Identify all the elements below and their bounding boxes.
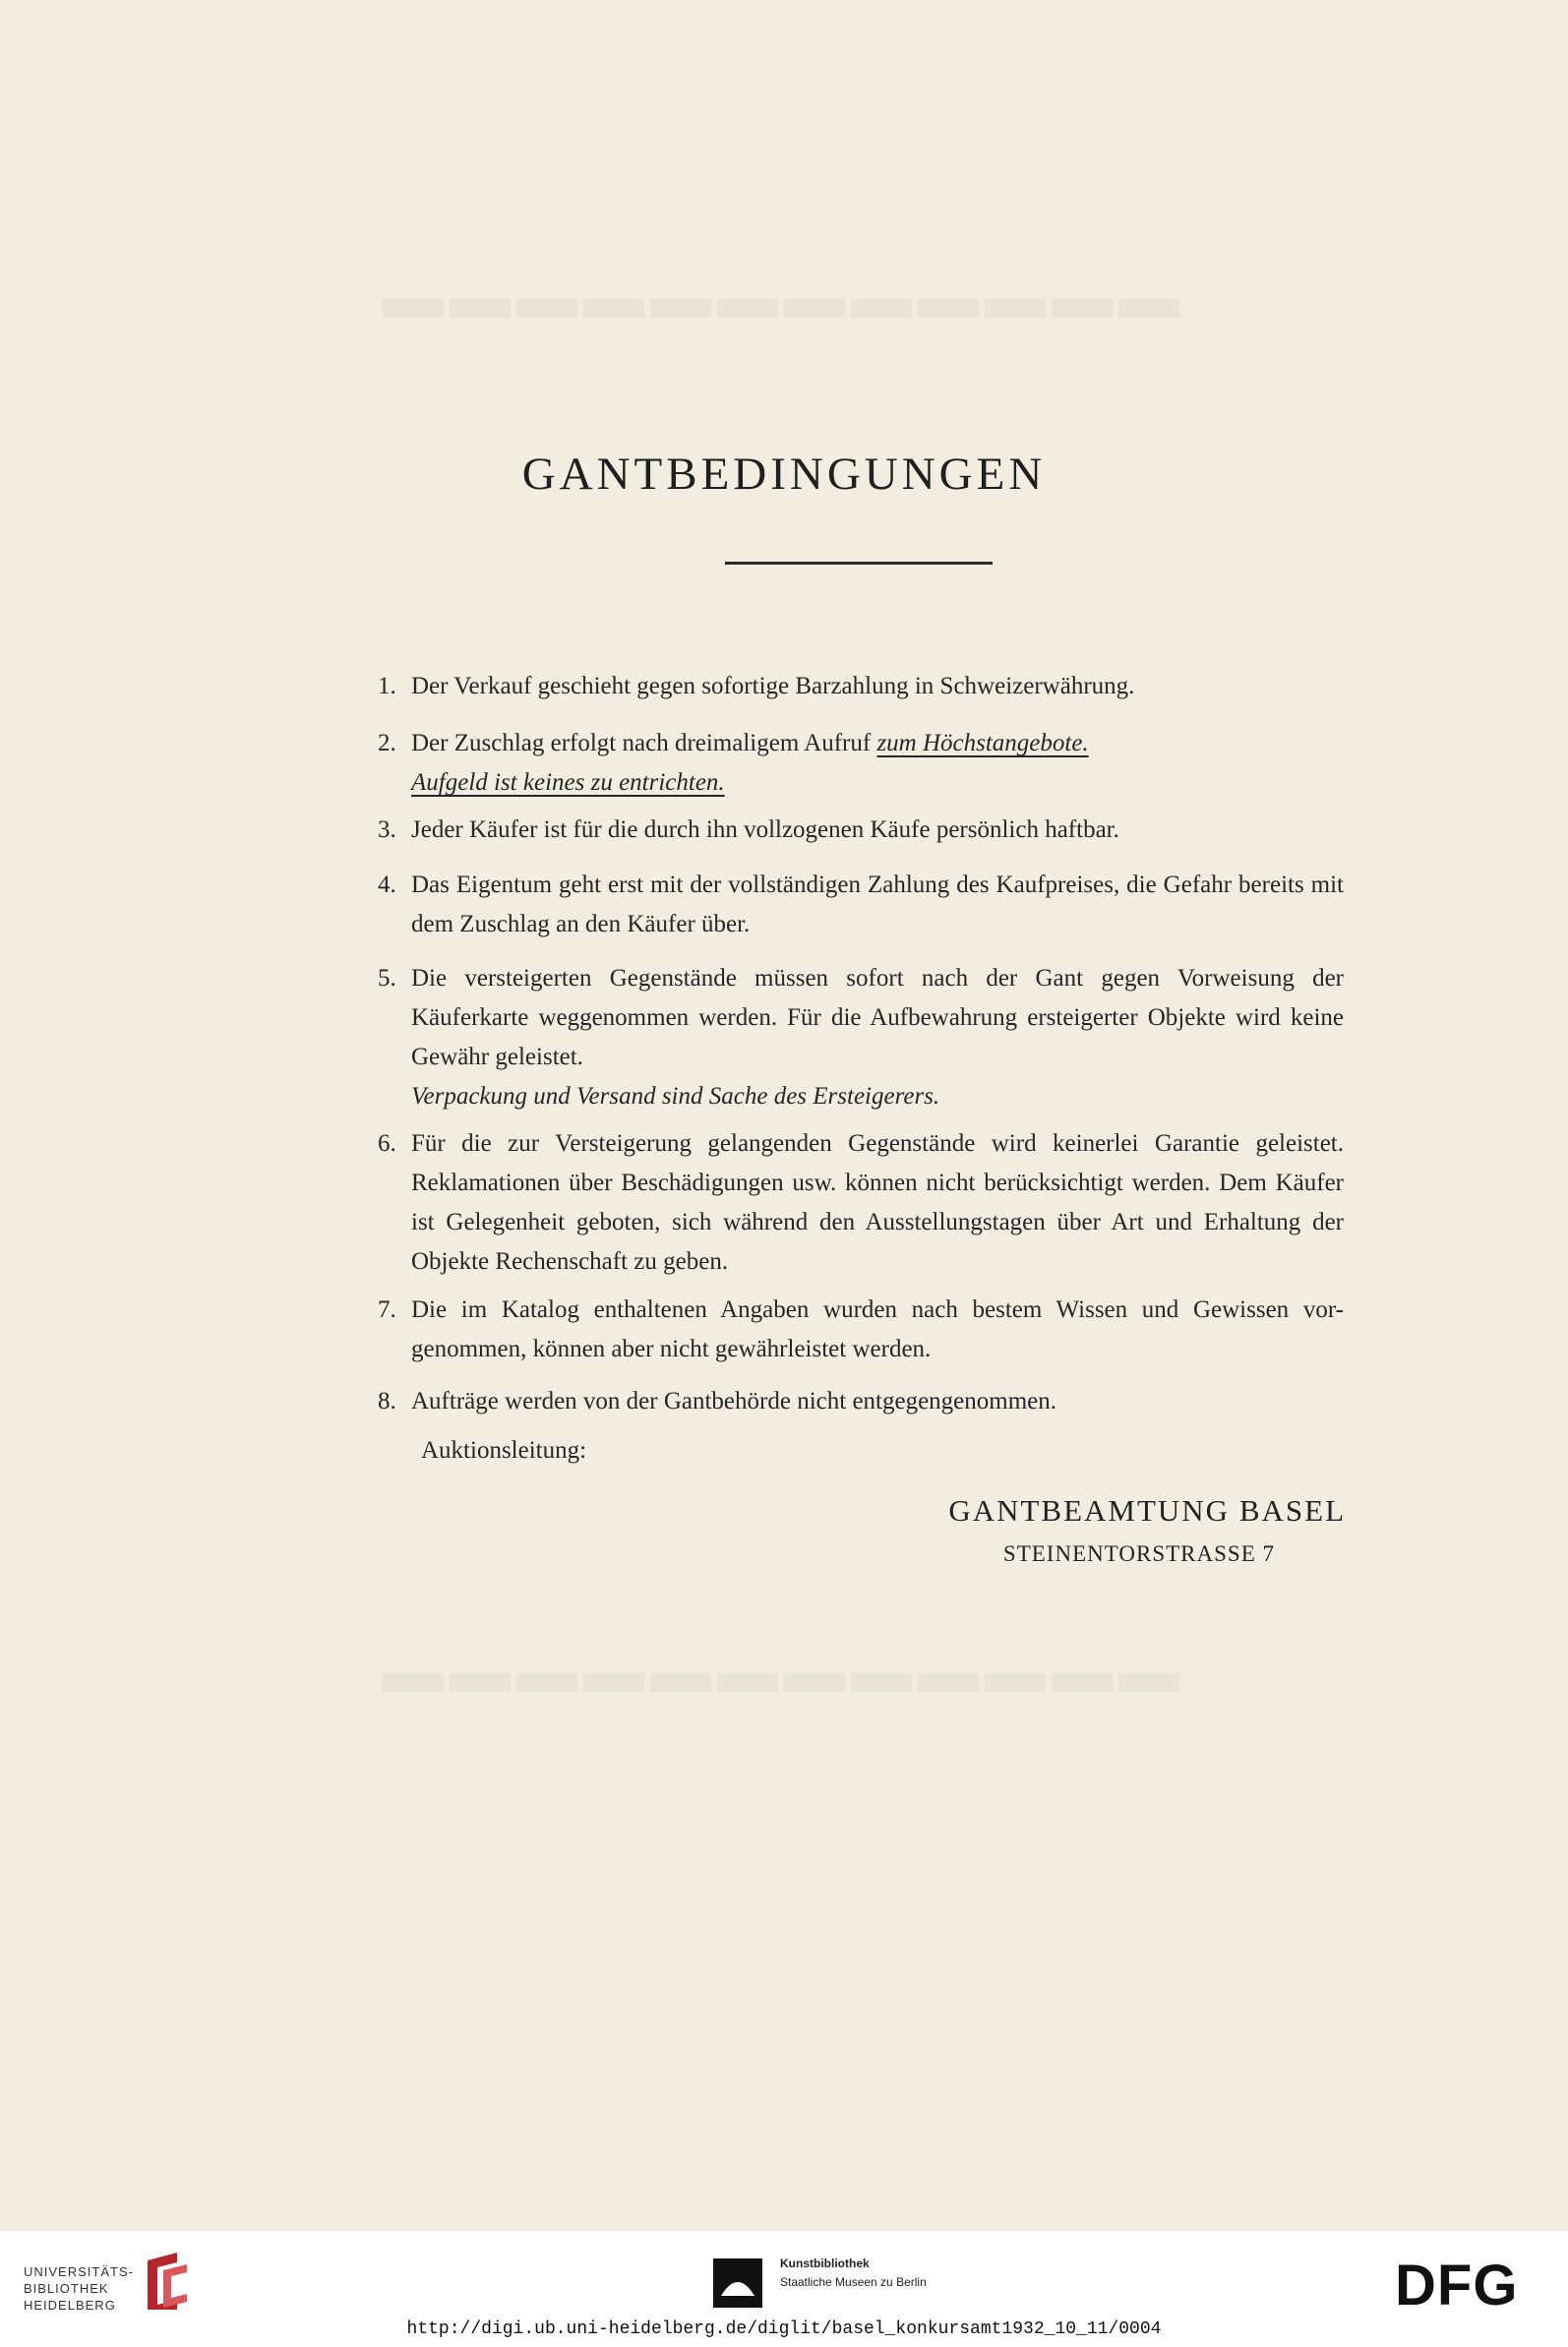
item-number: 4. bbox=[378, 872, 396, 898]
ub-heidelberg-logo[interactable] bbox=[24, 2263, 134, 2314]
condition-item bbox=[378, 1291, 1344, 1369]
condition-item bbox=[378, 1382, 1344, 1421]
kb-subtitle: Staatliche Museen zu Berlin bbox=[780, 2275, 927, 2289]
item-text-main: Die versteigerten Gegenstände müssen sofort nach der Gant gegen Vorweisung der Käuferkarte weggenommen werden. Für die Aufbewahrung ersteigerter Objekte wird keine Gewähr geleistet. bbox=[411, 965, 1344, 1070]
showthrough-decoration: ▬▬▬▬▬▬▬▬▬▬▬▬ bbox=[383, 265, 1185, 331]
ub-logo-line: UNIVERSITÄTS- bbox=[24, 2264, 134, 2279]
italic-note: Verpackung und Versand sind Sache des Ersteigerers. bbox=[411, 1083, 940, 1110]
item-text: Das Eigentum geht erst mit der vollständigen Zahlung des Kaufpreises, die Gefahr bereits mit dem Zuschlag an den Käufer über. bbox=[411, 872, 1344, 937]
condition-item bbox=[378, 866, 1344, 944]
item-number: 2. bbox=[378, 730, 396, 756]
item-text: Für die zur Versteigerung gelangenden Gegenstände wird keinerlei Garantie geleistet. Reklamationen über Beschädigungen usw. können nicht berücksichtigt werden. Dem Käufer ist Gelegenheit geboten, sich während den Ausstellungstagen über Art und Erhaltung der Objekte Rechenschaft zu geben. bbox=[411, 1130, 1344, 1275]
item-number: 7. bbox=[378, 1296, 396, 1323]
kunstbibliothek-logo-icon bbox=[713, 2258, 762, 2308]
showthrough-decoration: ▬▬▬▬▬▬▬▬▬▬▬▬ bbox=[383, 1639, 1185, 1706]
permalink-url[interactable]: http://digi.ub.uni-heidelberg.de/diglit/basel_konkursamt1932_10_11/0004 bbox=[406, 2319, 1162, 2339]
page-title: GANTBEDINGUNGEN bbox=[521, 449, 1047, 500]
ub-logo-line: HEIDELBERG bbox=[24, 2298, 116, 2313]
condition-item bbox=[378, 811, 1344, 850]
item-text: Aufträge werden von der Gantbehörde nicht entgegengenommen. bbox=[411, 1388, 1057, 1414]
item-number: 1. bbox=[378, 673, 396, 699]
ub-heidelberg-mark-icon bbox=[138, 2251, 197, 2312]
underlined-note: Aufgeld ist keines zu entrichten. bbox=[411, 769, 725, 796]
item-text-main: Der Zuschlag erfolgt nach dreimaligem Aufruf bbox=[411, 730, 877, 756]
item-number: 6. bbox=[378, 1130, 396, 1157]
dfg-logo[interactable]: DFG bbox=[1395, 2254, 1519, 2317]
underlined-note: zum Höchstangebote. bbox=[876, 730, 1089, 756]
item-number: 5. bbox=[378, 965, 396, 992]
auktionsleitung-label: Auktionsleitung: bbox=[421, 1437, 587, 1464]
address: STEINENTORSTRASSE 7 bbox=[1002, 1541, 1275, 1566]
item-text: Der Verkauf geschieht gegen sofortige Barzahlung in Schweizerwährung. bbox=[411, 673, 1135, 699]
condition-item bbox=[378, 724, 1344, 803]
item-text bbox=[411, 724, 1344, 803]
item-text bbox=[411, 959, 1344, 1116]
signature: GANTBEAMTUNG BASEL bbox=[948, 1493, 1346, 1528]
item-number: 3. bbox=[378, 816, 396, 843]
kunstbibliothek-label[interactable] bbox=[780, 2255, 927, 2292]
item-text: Jeder Käufer ist für die durch ihn vollzogenen Käufe persönlich haftbar. bbox=[411, 816, 1119, 843]
footer-bar bbox=[0, 2231, 1568, 2347]
title-rule bbox=[725, 562, 993, 565]
condition-item bbox=[378, 667, 1344, 706]
item-number: 8. bbox=[378, 1388, 396, 1414]
ub-logo-line: BIBLIOTHEK bbox=[24, 2281, 109, 2296]
item-text: Die im Katalog enthaltenen Angaben wurden nach bestem Wissen und Gewissen vor-genommen, können aber nicht gewährleistet werden. bbox=[411, 1296, 1344, 1362]
condition-item bbox=[378, 1124, 1344, 1282]
condition-item bbox=[378, 959, 1344, 1116]
kb-title: Kunstbibliothek bbox=[780, 2257, 870, 2270]
